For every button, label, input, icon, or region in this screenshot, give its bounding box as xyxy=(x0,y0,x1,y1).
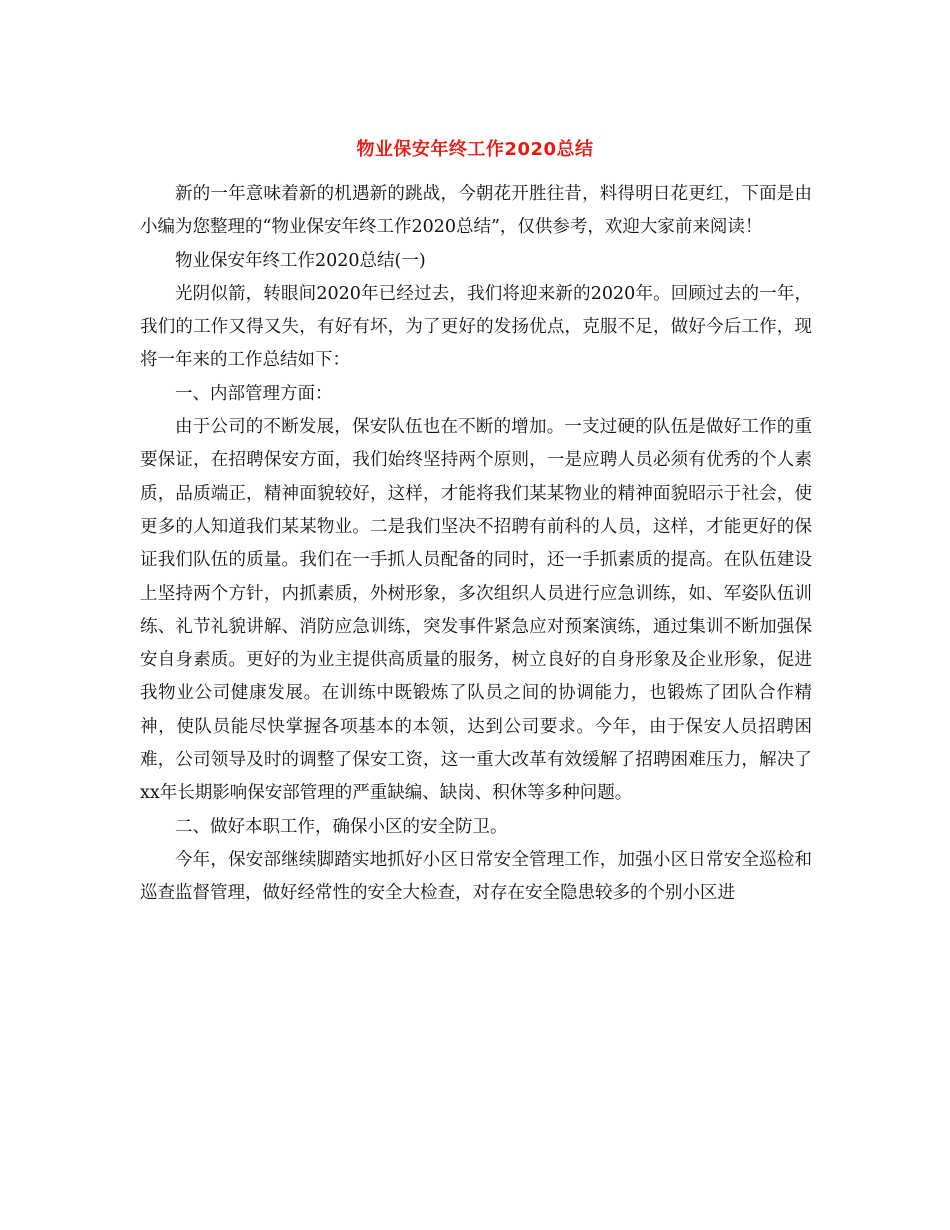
section-heading-part-one: 物业保安年终工作2020总结(一) xyxy=(175,250,426,271)
paragraph-review: 光阴似箭，转眼间2020年已经过去，我们将迎来新的2020年。回顾过去的一年，我们的工作又得又失，有好有坏，为了更好的发扬优点，克服不足，做好今后工作，现将一年来的工作总结如下： xyxy=(140,283,812,371)
document-title: 物业保安年终工作2020总结 xyxy=(356,139,594,160)
paragraph-internal-management: 由于公司的不断发展，保安队伍也在不断的增加。一支过硬的队伍是做好工作的重要保证，在招聘保安方面，我们始终坚持两个原则，一是应聘人员必须有优秀的个人素质，品质端正，精神面貌较好，这样，才能将我们某某物业的精神面貌昭示于社会，使更多的人知道我们某某物业。二是我们坚决不招聘有前科的人员，这样，才能更好的保证我们队伍的质量。我们在一手抓人员配备的同时，还一手抓素质的提高。在队伍建设上坚持两个方针，内抓素质，外树形象，多次组织人员进行应急训练，如、军姿队伍训练、礼节礼貌讲解、消防应急训练，突发事件紧急应对预案演练，通过集训不断加强保安自身素质。更好的为业主提供高质量的服务，树立良好的自身形象及企业形象，促进我物业公司健康发展。在训练中既锻炼了队员之间的协调能力，也锻炼了团队合作精神，使队员能尽快掌握各项基本的本领，达到公司要求。今年，由于保安人员招聘困难，公司领导及时的调整了保安工资，这一重大改革有效缓解了招聘困难压力，解决了xx年长期影响保安部管理的严重缺编、缺岗、积休等多种问题。 xyxy=(140,417,812,804)
section-heading-security-defense: 二、做好本职工作，确保小区的安全防卫。 xyxy=(175,816,508,837)
paragraph-security-defense: 今年，保安部继续脚踏实地抓好小区日常安全管理工作，加强小区日常安全巡检和巡查监督管理，做好经常性的安全大检查，对存在安全隐患较多的个别小区进 xyxy=(140,849,812,904)
section-heading-internal-management: 一、内部管理方面： xyxy=(175,383,333,404)
document-body xyxy=(140,178,812,911)
paragraph-intro: 新的一年意味着新的机遇新的跳战，今朝花开胜往昔，料得明日花更红，下面是由小编为您整理的“物业保安年终工作2020总结”，仅供参考，欢迎大家前来阅读！ xyxy=(140,184,812,238)
